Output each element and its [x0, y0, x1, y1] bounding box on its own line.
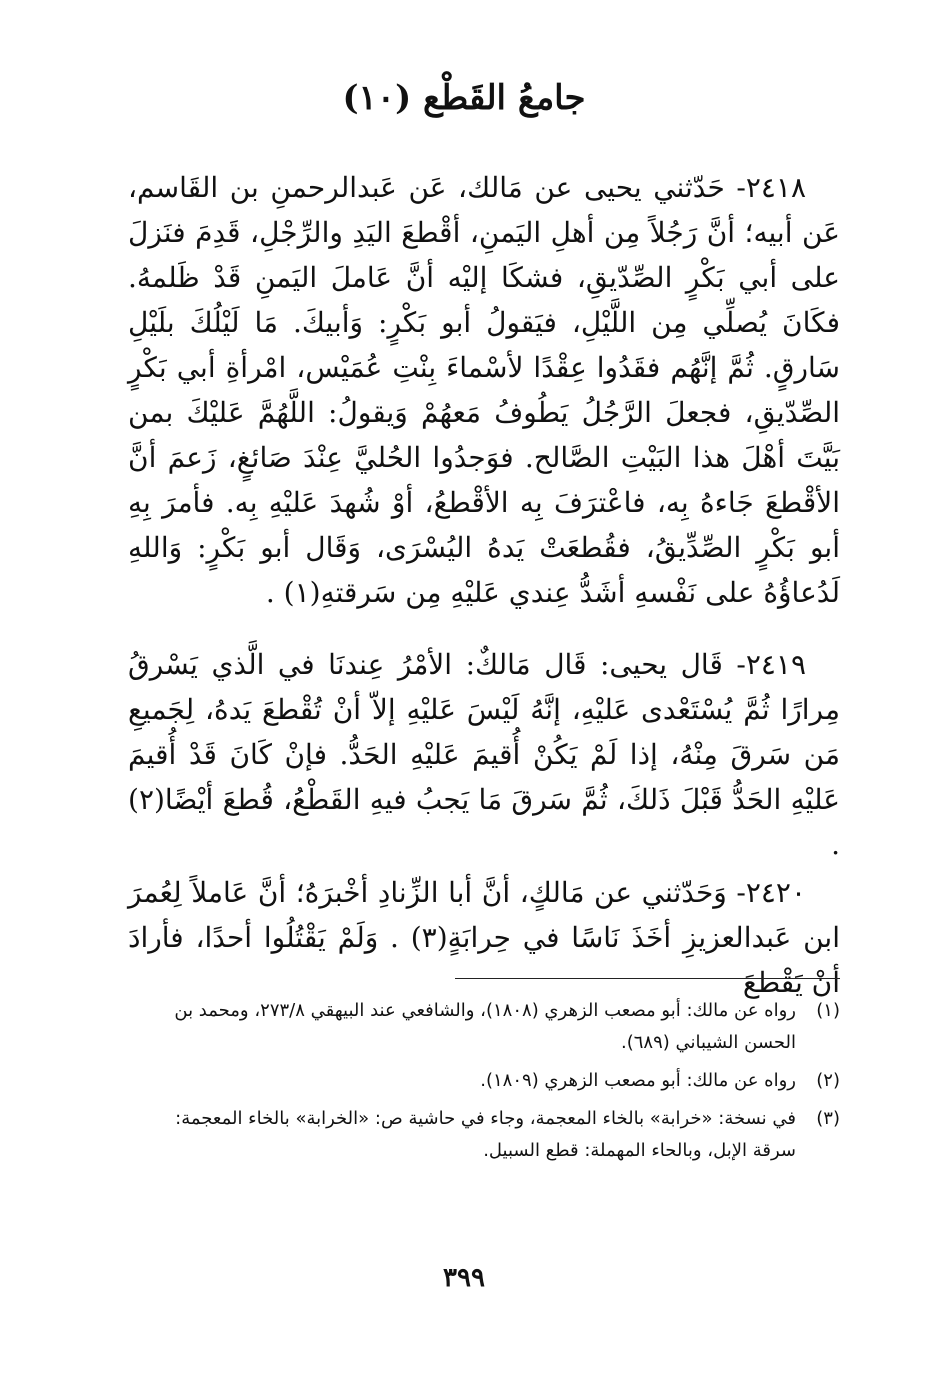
footnote-2: [128, 1065, 840, 1097]
footnotes-section: [128, 995, 840, 1173]
footnote-text: في نسخة: «خرابة» بالخاء المعجمة، وجاء في حاشية ص: «الخرابة» بالخاء المعجمة: سرقة الإبل، وبالحاء المهملة: قطع السبيل.: [175, 1108, 796, 1161]
footnote-number: (٢): [816, 1070, 840, 1091]
footnote-text: رواه عن مالك: أبو مصعب الزهري (١٨٠٩).: [480, 1070, 796, 1091]
footnote-number: (١): [816, 1000, 840, 1021]
footnote-1: [128, 995, 840, 1059]
page-number: ٣٩٩: [443, 1263, 485, 1293]
hadith-paragraph-2420: [128, 870, 840, 1005]
footnote-3: [128, 1103, 840, 1167]
hadith-paragraph-2418: [128, 165, 840, 615]
chapter-title: (١٠) جامعُ القَطْع: [342, 78, 586, 118]
footnote-text: رواه عن مالك: أبو مصعب الزهري (١٨٠٨)، والشافعي عند البيهقي ٢٧٣/٨، ومحمد بن الحسن الشيباني (٦٨٩).: [174, 1000, 796, 1053]
footnote-divider: [455, 978, 840, 979]
paragraph-text: ٢٤١٨- حَدّثني يحيى عن مَالك، عَن عَبدالرحمنِ بن القَاسم، عَن أبيه؛ أنَّ رَجُلاً مِن أهلِ اليَمنِ، أقْطعَ اليَدِ والرِّجْلِ، قَدِمَ فنَزلَ على أبي بَكْرٍ الصِّدّيقِ، فشكَا إليْه أنَّ عَاملَ اليَمنِ قَدْ ظَلمهُ. فكَانَ يُصلِّي مِن اللَّيْلِ، فيَقولُ أبو بَكْرٍ: وَأبيكَ. مَا لَيْلُكَ بلَيْلِ سَارقٍ. ثُمَّ إنَّهُم فقَدُوا عِقْدًا لأسْماءَ بِنْتِ عُمَيْس، امْرأةِ أبي بَكْرٍ الصِّدّيقِ، فجعلَ الرَّجُلُ يَطُوفُ مَعهُمْ وَيقولُ: اللَّهُمَّ عَليْكَ بمن بَيَّتَ أهْلَ هذا البَيْتِ الصَّالح. فوَجدُوا الحُليَّ عِنْدَ صَائغٍ، زَعمَ أنَّ الأقْطعَ جَاءهُ بِه، فاعْترَفَ بِه الأقْطعُ، أوْ شُهدَ عَليْهِ بِه. فأمرَ بِهِ أبو بَكْرٍ الصِّدِّيقُ، فقُطعَتْ يَدهُ اليُسْرَى، وَقَال أبو بَكْرٍ: وَاللهِ لَدُعاؤُهُ على نَفْسهِ أشَدُّ عِندي عَليْهِ مِن سَرقتهِ(١) .: [128, 171, 841, 609]
footnote-number: (٣): [816, 1108, 840, 1129]
hadith-paragraph-2419: [128, 642, 840, 867]
paragraph-text: ٢٤١٩- قَال يحيى: قَال مَالكٌ: الأمْرُ عِندنَا في الَّذي يَسْرقُ مِرارًا ثُمَّ يُسْتَعْدى عَليْهِ، إنَّهُ لَيْسَ عَليْهِ إلاّ أنْ تُقْطعَ يَدهُ، لِجَميعِ مَن سَرقَ مِنْهُ، إذا لَمْ يَكُنْ أُقيمَ عَليْهِ الحَدُّ. فإنْ كَانَ قَدْ أُقيمَ عَليْهِ الحَدُّ قَبْلَ ذَلكَ، ثُمَّ سَرقَ مَا يَجبُ فيهِ القَطْعُ، قُطعَ أيْضًا(٢) .: [128, 648, 841, 861]
paragraph-text: ٢٤٢٠- وَحَدّثني عن مَالكٍ، أنَّ أبا الزِّنادِ أخْبرَهُ؛ أنَّ عَاملاً لِعُمرَ ابن عَبدالعزيزِ أخَذَ نَاسًا في حِرابَةٍ(٣) . وَلَمْ يَقْتُلُوا أحدًا، فأرادَ أنْ يَقْطعَ: [128, 876, 840, 999]
